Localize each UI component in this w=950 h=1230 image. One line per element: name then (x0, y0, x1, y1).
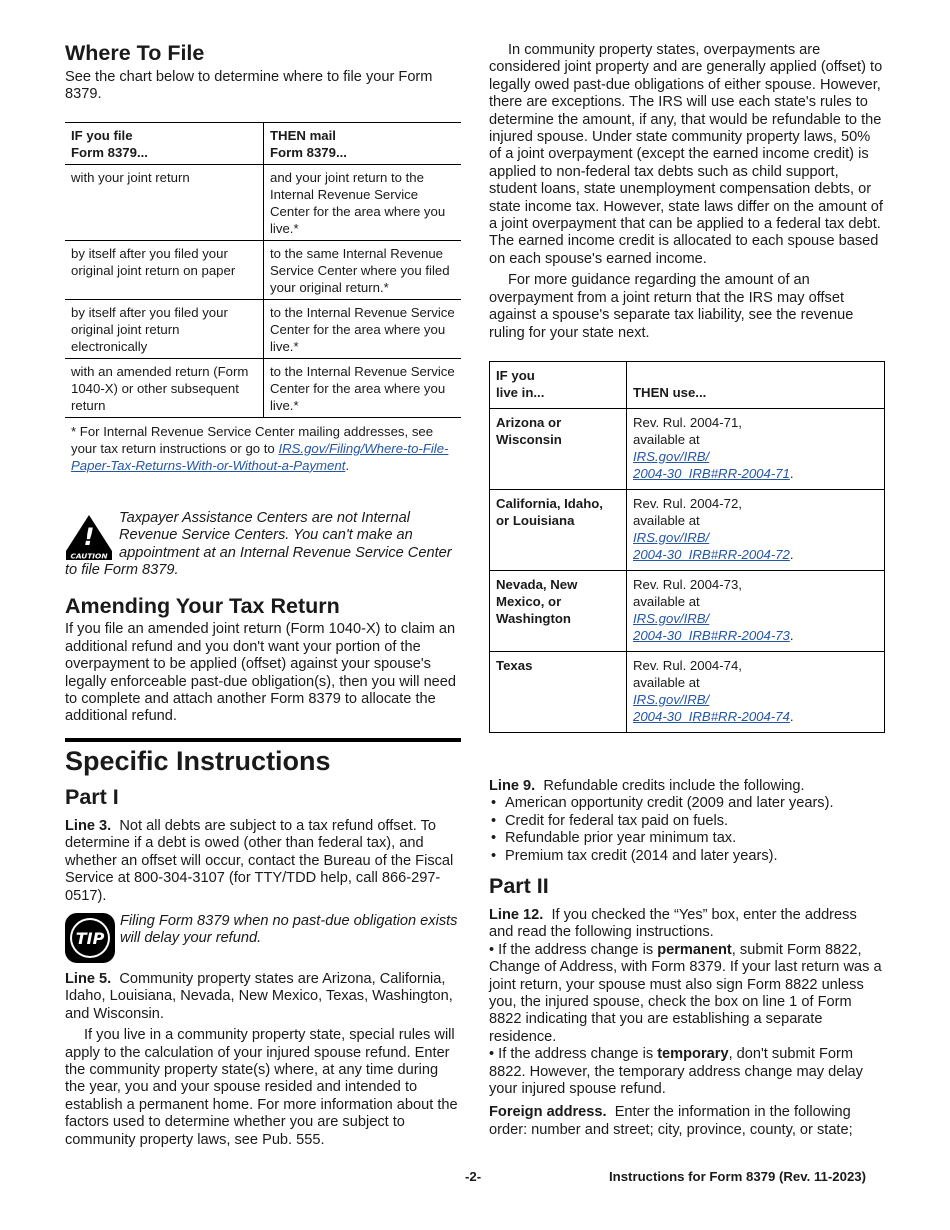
table-row (65, 240, 461, 299)
where-to-file-table (65, 122, 461, 418)
table-cell: and your joint return to the Internal Revenue Service Center for the area where you live.* (264, 164, 462, 240)
table-header-row (65, 122, 461, 164)
caution-note (65, 510, 461, 580)
specific-instructions-heading: Specific Instructions (65, 745, 331, 776)
ruling-link[interactable]: IRS.gov/IRB/ (633, 529, 710, 545)
ruling-period: . (789, 708, 794, 724)
foreign-address-label: Foreign address. (489, 1104, 607, 1121)
line-3-text: Not all debts are subject to a tax refund offset. To determine if a debt is owed (other than federal tax), and whether an offset will occur, contact the Bureau of the Fiscal Service at 800-304-3107 (for TTY/TDD help, call 866-297-0517). (65, 817, 454, 904)
table-row (490, 570, 885, 651)
right-column (489, 42, 885, 1139)
list-item-text: Premium tax credit (2014 and later years). (505, 847, 778, 864)
tip-text: Filing Form 8379 when no past-due obligation exists will delay your refund. (120, 912, 458, 947)
ruling-text: Rev. Rul. 2004-74, available at (633, 657, 742, 690)
table-header-row (490, 361, 885, 408)
table-footnote (65, 418, 461, 474)
ruling-text: Rev. Rul. 2004-73, available at (633, 576, 742, 609)
temporary-bold: temporary (657, 1046, 729, 1063)
table-header-cell: IF you file Form 8379... (65, 122, 264, 164)
ruling-link[interactable]: 2004-30_IRB#RR-2004-73 (633, 627, 790, 643)
line-3-label: Line 3. (65, 817, 112, 834)
refundable-credits-list (489, 795, 885, 865)
ruling-text: Rev. Rul. 2004-72, available at (633, 495, 742, 528)
bullet-dot: • (491, 847, 497, 864)
list-item-text: American opportunity credit (2009 and later years). (505, 795, 834, 812)
line-5-text: Community property states are Arizona, California, Idaho, Louisiana, Nevada, New Mexico, Texas, Washington, and Wisconsin. (65, 970, 453, 1022)
amending-body: If you file an amended joint return (Form 1040-X) to claim an additional refund and you don't want your portion of the overpayment to be applied (offset) against your spouse's legally enforceable past-due obligation(s), then you will need to complete and attach another Form 8379 to allocate the additional refund. (65, 621, 457, 725)
line-9-paragraph (489, 778, 885, 795)
bullet-dot: • (491, 830, 497, 847)
caution-text: Taxpayer Assistance Centers are not Internal Revenue Service Centers. You can't make an appointment at an Internal Revenue Service Center to file Form 8379. (65, 509, 452, 579)
table-header-cell: THEN use... (627, 361, 885, 408)
ruling-link[interactable]: 2004-30_IRB#RR-2004-72 (633, 546, 790, 562)
state-cell: Nevada, New Mexico, or Washington (490, 570, 627, 651)
line-3-paragraph (65, 818, 461, 905)
table-cell: to the Internal Revenue Service Center for the area where you live.* (264, 299, 462, 358)
temporary-pre: If the address change is (498, 1046, 658, 1063)
page-number: -2- (465, 1169, 482, 1184)
line-5-paragraph-2: If you live in a community property state, special rules will apply to the calculation of your injured spouse refund. Enter the community property state(s) where, at any time during the year, you and your spouse resided and intended to establish a permanent home. For more information about the factors used to determine whether you are subject to community property laws, see Pub. 555. (65, 1027, 458, 1148)
ruling-period: . (789, 465, 794, 481)
ruling-cell (627, 651, 885, 732)
table-row (490, 651, 885, 732)
footer-title: Instructions for Form 8379 (Rev. 11-2023) (609, 1169, 867, 1184)
table-header-cell: IF you live in... (490, 361, 627, 408)
where-to-file-link[interactable]: IRS.gov/Filing/Where-to-File-Paper-Tax-Returns-With-or-Without-a-Payment (71, 440, 449, 473)
caution-icon (65, 514, 113, 560)
permanent-bold: permanent (657, 941, 732, 958)
list-item (489, 830, 885, 847)
ruling-period: . (789, 546, 794, 562)
amending-heading: Amending Your Tax Return (65, 594, 340, 619)
foreign-address-paragraph (489, 1104, 885, 1139)
tip-label: TIP (75, 928, 105, 948)
table-cell: by itself after you filed your original joint return electronically (65, 299, 264, 358)
left-column (65, 40, 461, 1149)
foreign-address-text: Enter the information in the following order: number and street; city, province, county, or state; (489, 1104, 853, 1138)
caution-mark: ! (83, 522, 95, 551)
table-row (65, 164, 461, 240)
list-item (489, 813, 885, 830)
part-2-heading: Part II (489, 873, 549, 898)
permanent-change-paragraph (489, 942, 885, 1046)
tip-note (65, 913, 461, 963)
table-cell: with an amended return (Form 1040-X) or other subsequent return (65, 358, 264, 417)
permanent-post: , submit Form 8822, Change of Address, with Form 8379. If your last return was a joint return, your spouse must also sign Form 8822 unless you, the injured spouse, check the box on line 1 of Form 8822 indicating that you are establishing a separate residence. (489, 941, 882, 1045)
ruling-text: Rev. Rul. 2004-71, available at (633, 414, 742, 447)
table-row (490, 408, 885, 489)
list-item (489, 795, 885, 812)
footnote-text: * For Internal Revenue Service Center mailing addresses, see your tax return instructions or go to (71, 423, 434, 456)
state-cell: Texas (490, 651, 627, 732)
temporary-change-paragraph (489, 1046, 885, 1098)
table-cell: with your joint return (65, 164, 264, 240)
table-row (65, 299, 461, 358)
line-12-text: If you checked the “Yes” box, enter the address and read the following instructions. (489, 906, 857, 941)
line-9-text: Refundable credits include the following. (543, 777, 805, 794)
ruling-period: . (789, 627, 794, 643)
bullet-dot: • (491, 795, 497, 812)
footnote-end: . (345, 457, 350, 473)
table-row (65, 358, 461, 417)
ruling-cell (627, 408, 885, 489)
ruling-link[interactable]: IRS.gov/IRB/ (633, 448, 710, 464)
bullet-dot: • (489, 1046, 495, 1063)
tip-icon (65, 913, 115, 963)
line-5-paragraph (65, 971, 461, 1023)
list-item-text: Refundable prior year minimum tax. (505, 830, 737, 847)
where-to-file-heading: Where To File (65, 41, 205, 65)
table-cell: to the Internal Revenue Service Center for the area where you live.* (264, 358, 462, 417)
line-12-paragraph (489, 907, 885, 942)
table-row (490, 489, 885, 570)
ruling-cell (627, 489, 885, 570)
list-item (489, 848, 885, 865)
bullet-dot: • (491, 812, 497, 829)
line-12-label: Line 12. (489, 906, 544, 923)
ruling-cell (627, 570, 885, 651)
line-5-label: Line 5. (65, 970, 112, 987)
ruling-link[interactable]: IRS.gov/IRB/ (633, 691, 710, 707)
table-header-cell: THEN mail Form 8379... (264, 122, 462, 164)
table-cell: to the same Internal Revenue Service Center where you filed your original return.* (264, 240, 462, 299)
revenue-ruling-table (489, 361, 885, 733)
bullet-dot: • (489, 941, 495, 958)
table-cell: by itself after you filed your original joint return on paper (65, 240, 264, 299)
community-property-paragraph: In community property states, overpayments are considered joint property and are generally applied (offset) to legally owed past-due obligations of either spouse. However, there are exceptions. The IRS will use each state's rules to determine the amount, if any, that would be refundable to the injured spouse. Under state community property laws, 50% of a joint overpayment (except the earned income credit) is applied to non-federal tax debts such as child support, student loans, state unemployment compensation debts, or state income tax. However, state laws differ on the amount of a joint overpayment that can be applied to a federal tax debt. The earned income credit is allocated to each spouse based on each spouse's earned income. (489, 42, 883, 267)
list-item-text: Credit for federal tax paid on fuels. (505, 812, 729, 829)
state-cell: California, Idaho, or Louisiana (490, 489, 627, 570)
temporary-post: , don't submit Form 8822. However, the temporary address change may delay your injured spouse refund. (489, 1046, 863, 1097)
part-1-heading: Part I (65, 784, 119, 809)
line-9-label: Line 9. (489, 777, 536, 794)
state-cell: Arizona or Wisconsin (490, 408, 627, 489)
where-to-file-intro: See the chart below to determine where to file your Form 8379. (65, 69, 433, 103)
permanent-pre: If the address change is (498, 941, 658, 958)
guidance-paragraph: For more guidance regarding the amount of an overpayment from a joint return that the IRS may offset against a spouse's separate tax liability, see the revenue ruling for your state next. (489, 272, 854, 341)
ruling-link[interactable]: 2004-30_IRB#RR-2004-74 (633, 708, 790, 724)
ruling-link[interactable]: IRS.gov/IRB/ (633, 610, 710, 626)
ruling-link[interactable]: 2004-30_IRB#RR-2004-71 (633, 465, 790, 481)
caution-label: CAUTION (70, 551, 108, 560)
